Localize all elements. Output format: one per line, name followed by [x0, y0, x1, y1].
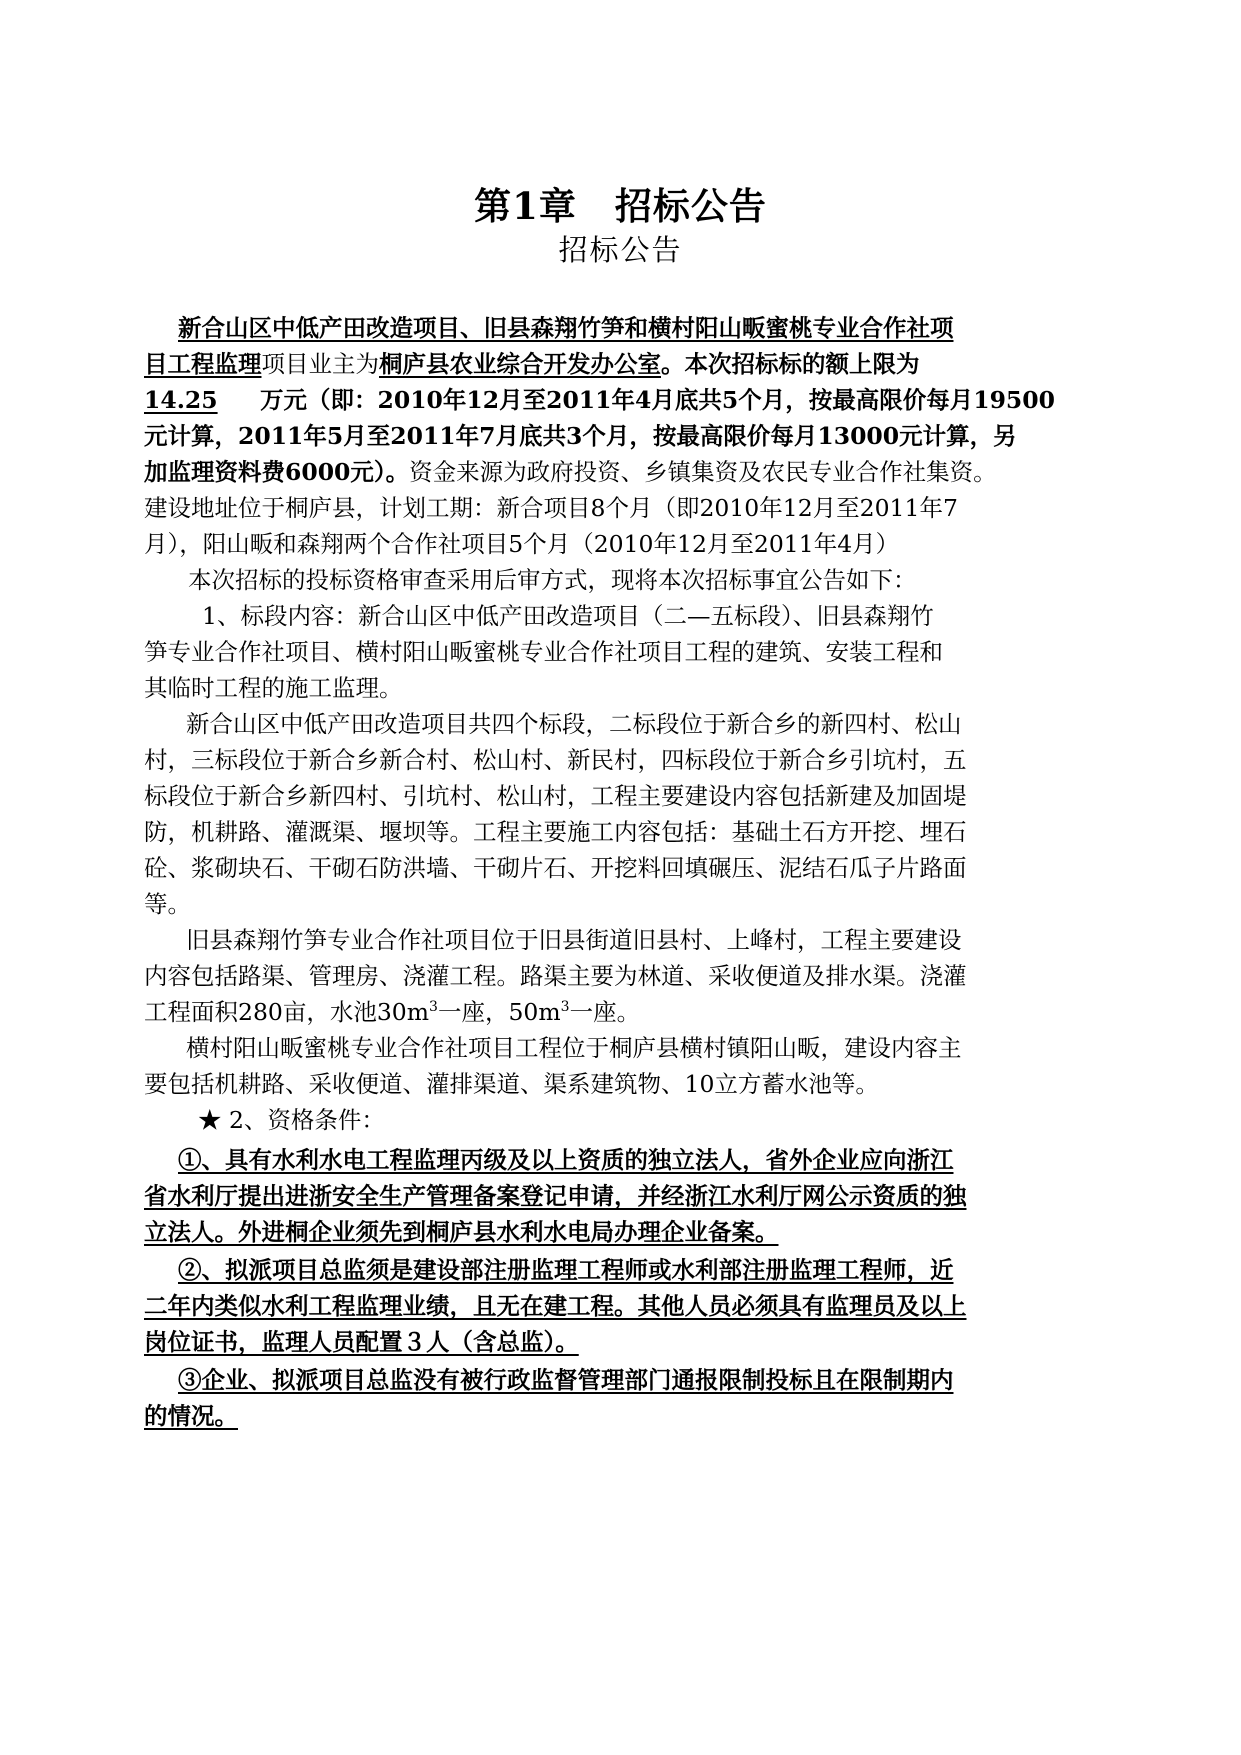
- intro-line: [144, 344, 920, 384]
- condition-2-line: 岗位证书，监理人员配置３人（含总监）。: [144, 1328, 579, 1356]
- hengcun-line: 要包括机耕路、采收便道、灌排渠道、渠系建筑物、10立方蓄水池等。: [144, 1070, 879, 1098]
- jiuxian-line: [144, 992, 640, 1032]
- condition-1-line: 立法人。外进桐企业须先到桐庐县水利水电局办理企业备案。: [144, 1218, 779, 1246]
- jiuxian-text: 一座，50m: [437, 998, 561, 1026]
- jiuxian-line: 内容包括路渠、管理房、浇灌工程。路渠主要为林道、采收便道及排水渠。浇灌: [144, 962, 967, 990]
- condition-1-line: ①、具有水利水电工程监理丙级及以上资质的独立法人，省外企业应向浙江: [178, 1146, 954, 1174]
- intro-line: 建设地址位于桐庐县，计划工期：新合项目8个月（即2010年12月至2011年7: [144, 494, 958, 522]
- jiuxian-text: 工程面积280亩，水池30m: [144, 998, 430, 1026]
- section1-line: 1、标段内容：新合山区中低产田改造项目（二—五标段）、旧县森翔竹: [202, 602, 934, 630]
- bid-amount: 14.25: [144, 386, 218, 414]
- section1-line: 笋专业合作社项目、横村阳山畈蜜桃专业合作社项目工程的建筑、安装工程和: [144, 638, 943, 666]
- intro-text: 项目业主为: [261, 350, 379, 378]
- xinhe-line: 标段位于新合乡新四村、引坑村、松山村，工程主要建设内容包括新建及加固堤: [144, 782, 967, 810]
- condition-1-line: 省水利厅提出进浙安全生产管理备案登记申请，并经浙江水利厅网公示资质的独: [144, 1182, 967, 1210]
- chapter-title: 第1章 招标公告: [474, 184, 767, 228]
- jiuxian-text: 一座。: [569, 998, 641, 1026]
- condition-2-line: 二年内类似水利工程监理业绩，且无在建工程。其他人员必须具有监理员及以上: [144, 1292, 967, 1320]
- intro-line: [144, 452, 997, 492]
- intro-text: 加监理资料费6000元）。: [144, 458, 410, 486]
- xinhe-line: 防，机耕路、灌溉渠、堰坝等。工程主要施工内容包括：基础土石方开挖、埋石: [144, 818, 967, 846]
- intro-text: 资金来源为政府投资、乡镇集资及农民专业合作社集资。: [409, 458, 997, 486]
- review-line: 本次招标的投标资格审查采用后审方式，现将本次招标事宜公告如下：: [188, 566, 917, 594]
- xinhe-line: 等。: [144, 890, 191, 918]
- xinhe-line: 砼、浆砌块石、干砌石防洪墙、干砌片石、开挖料回填碾压、泥结石瓜子片路面: [144, 854, 967, 882]
- condition-3-line: 的情况。: [144, 1402, 238, 1430]
- intro-line: 月），阳山畈和森翔两个合作社项目5个月（2010年12月至2011年4月）: [144, 530, 900, 558]
- superscript: 3: [429, 999, 438, 1016]
- project-name-text: 目工程监理: [144, 350, 262, 378]
- xinhe-line: 村，三标段位于新合乡新合村、松山村、新民村，四标段位于新合乡引坑村，五: [144, 746, 967, 774]
- condition-3-line: ③企业、拟派项目总监没有被行政监督管理部门通报限制投标且在限制期内: [178, 1366, 954, 1394]
- jiuxian-line: 旧县森翔竹笋专业合作社项目位于旧县街道旧县村、上峰村，工程主要建设: [186, 926, 962, 954]
- hengcun-line: 横村阳山畈蜜桃专业合作社项目工程位于桐庐县横村镇阳山畈，建设内容主: [186, 1034, 962, 1062]
- intro-text: 万元（即：2010年12月至2011年4月底共5个月，按最高限价每月19500: [260, 386, 1055, 414]
- owner-name-text: 桐庐县农业综合开发办公室: [379, 350, 661, 378]
- intro-line: 新合山区中低产田改造项目、旧县森翔竹笋和横村阳山畈蜜桃专业合作社项: [178, 314, 954, 342]
- intro-line: [144, 380, 1055, 420]
- section1-line: 其临时工程的施工监理。: [144, 674, 403, 702]
- section2-heading: ★ 2、资格条件：: [198, 1106, 385, 1134]
- condition-2-line: ②、拟派项目总监须是建设部注册监理工程师或水利部注册监理工程师，近: [178, 1256, 954, 1284]
- superscript: 3: [560, 999, 570, 1016]
- intro-text: 。本次招标标的额上限为: [661, 350, 920, 378]
- xinhe-line: 新合山区中低产田改造项目共四个标段，二标段位于新合乡的新四村、松山: [186, 710, 962, 738]
- intro-line: 元计算，2011年5月至2011年7月底共3个月，按最高限价每月13000元计算，另: [144, 422, 1017, 450]
- page-subtitle: 招标公告: [558, 233, 683, 267]
